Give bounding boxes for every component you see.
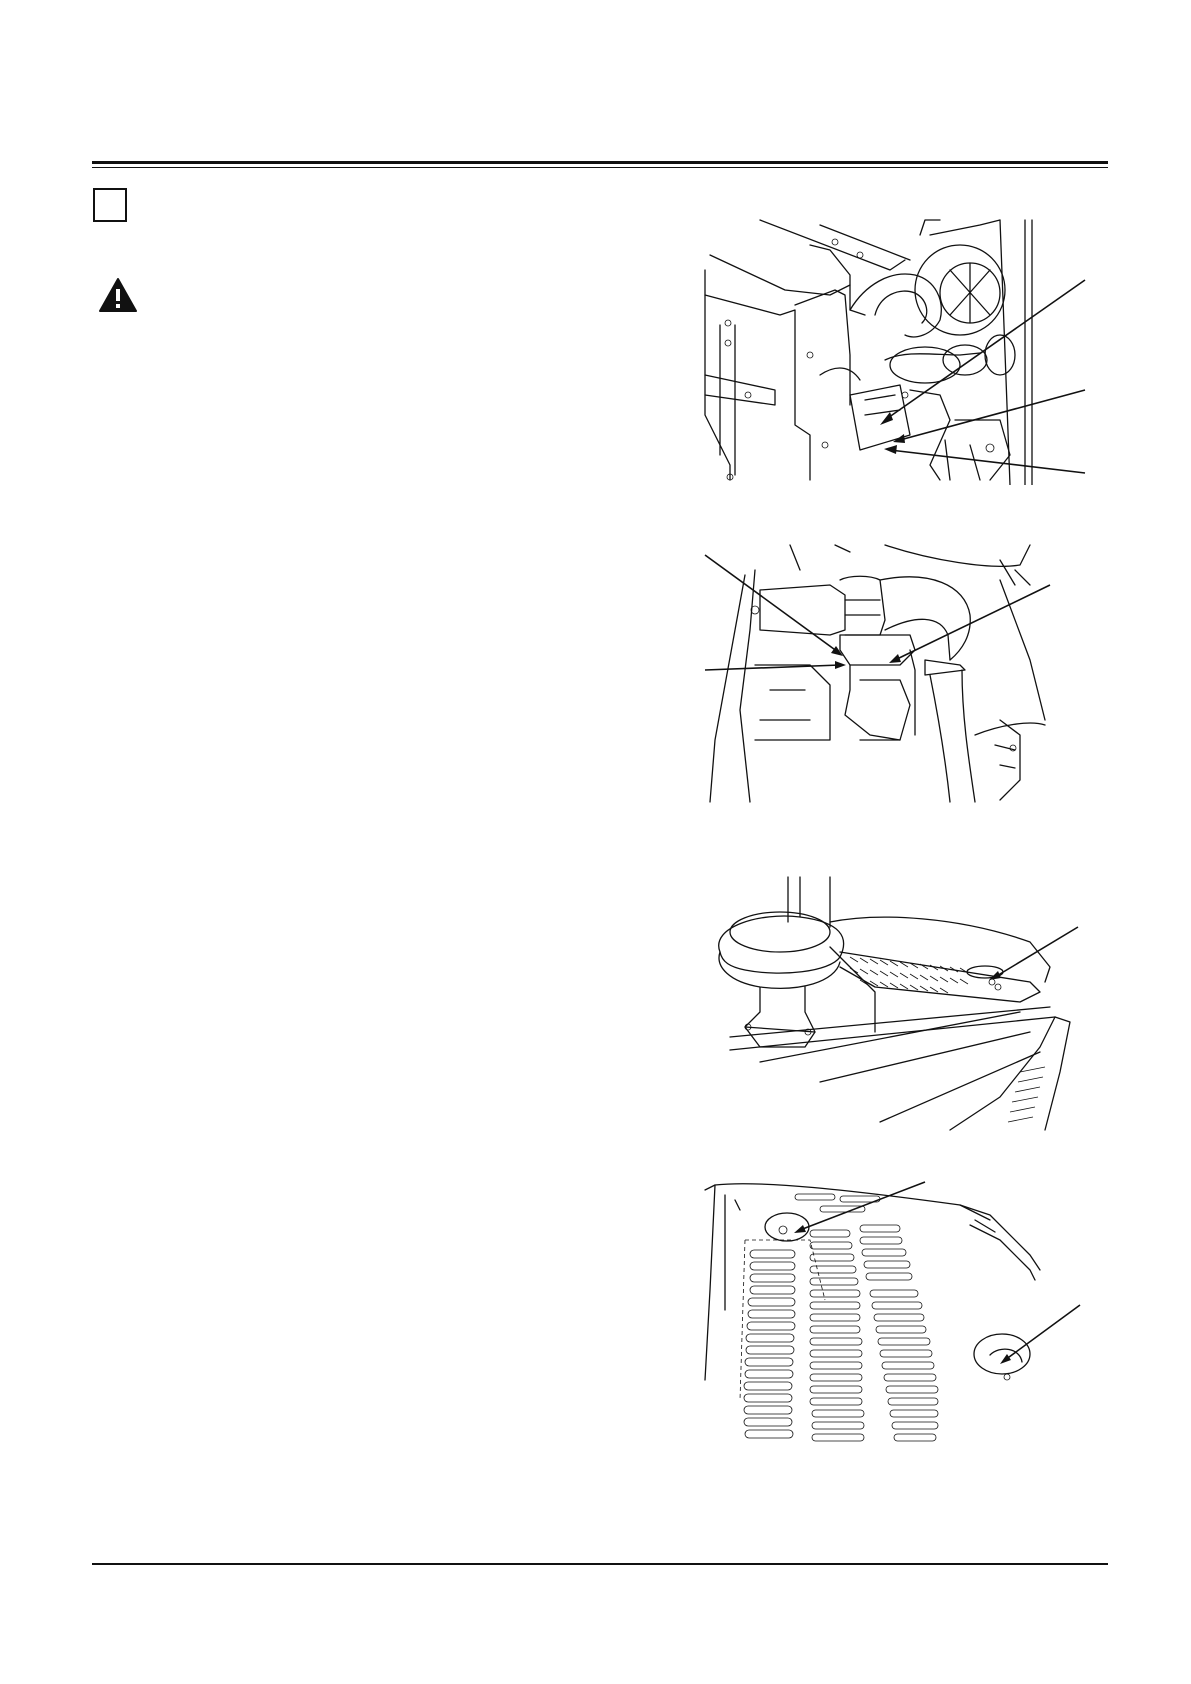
checkbox-icon bbox=[93, 188, 127, 222]
header-rule-thin bbox=[92, 167, 1108, 168]
figure-1 bbox=[700, 215, 1090, 485]
figure-2 bbox=[700, 540, 1070, 805]
figure-3 bbox=[700, 872, 1080, 1132]
warning-icon bbox=[98, 277, 138, 313]
header-rule bbox=[92, 161, 1108, 164]
footer-rule bbox=[92, 1563, 1108, 1565]
figure-4 bbox=[700, 1170, 1085, 1470]
